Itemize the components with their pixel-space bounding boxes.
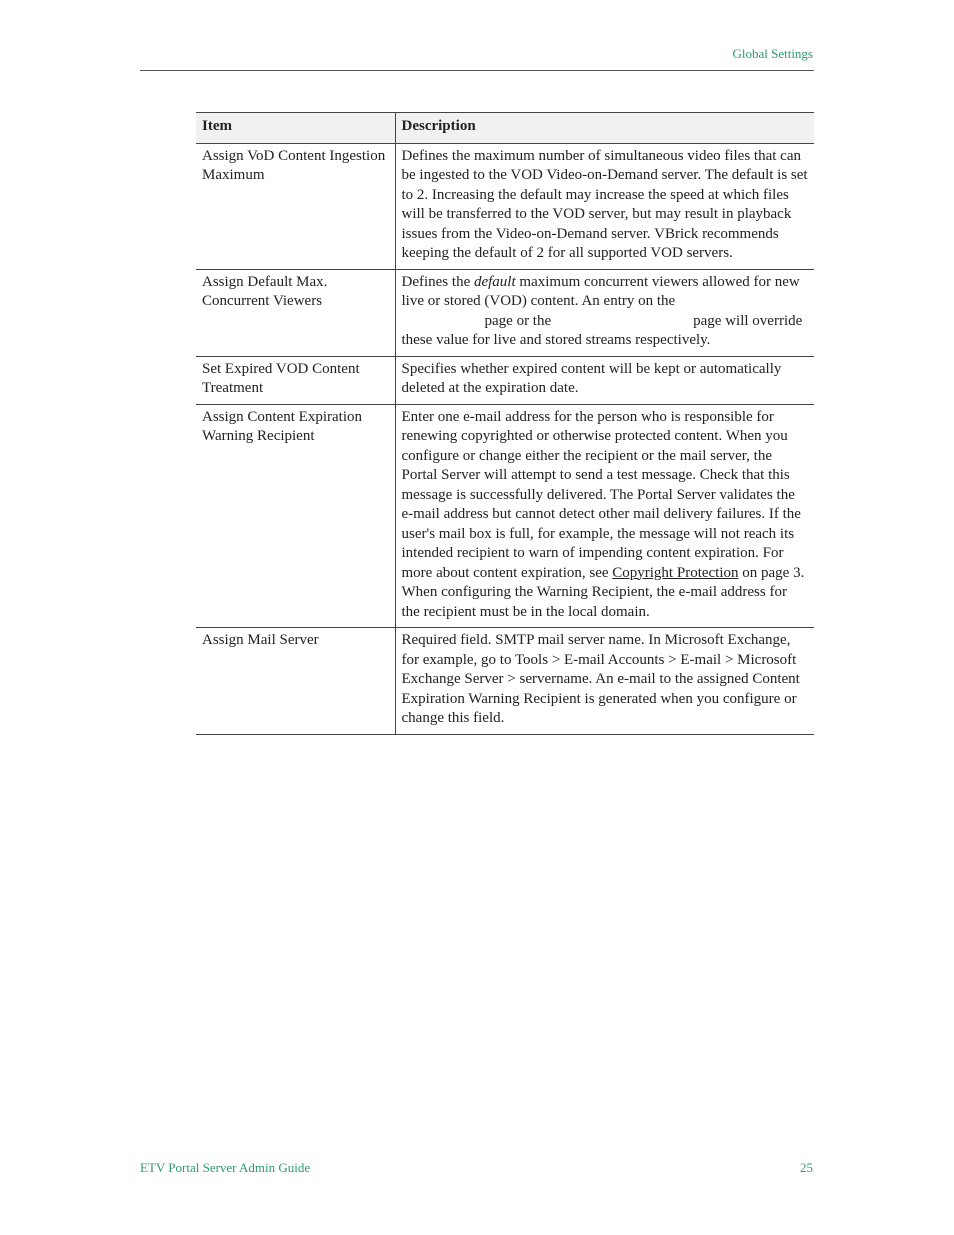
column-header-item: Item [196,113,395,144]
description-text: Defines the [401,273,474,290]
footer-page-number: 25 [800,1160,813,1175]
table-header-row [196,113,814,144]
description-emphasis: default [473,273,516,290]
table-row [196,404,814,628]
row-description: Specifies whether expired content will be kept or automatically deleted at the expiration date. [395,356,814,404]
row-item-label: Assign Default Max. Concurrent Viewers [196,269,395,356]
table-row [196,356,814,404]
description-text: on page 3. When configuring the Warning Recipient, the e-mail address for the recipient must be in the local domain. [401,564,805,620]
running-header: Global Settings [732,46,813,61]
row-item-label: Assign VoD Content Ingestion Maximum [196,143,395,269]
table-row [196,628,814,735]
row-description: Defines the maximum number of simultaneous video files that can be ingested to the VOD Video-on-Demand server. The default is set to 2. Increasing the default may increase the speed at which files will be transferred to the VOD server, but may result in playback issues from the Video-on-Demand server. VBrick recommends keeping the default of 2 for all supported VOD servers. [395,143,814,269]
row-item-label: Set Expired VOD Content Treatment [196,356,395,404]
description-text: maximum concurrent viewers allowed for new live or stored (VOD) content. An entry on the [401,273,800,309]
description-text: Enter one e-mail address for the person who is responsible for renewing copyrighted or otherwise protected content. When you configure or change either the recipient or the mail server, the Portal Server will attempt to send a test message. Check that this message is successfully delivered. The Portal Server validates the e-mail address but cannot detect other mail delivery failures. If the user's mail box is full, for example, the message will not reach its intended recipient to warn of impending content expiration. For more about content expiration, see [401,408,801,581]
copyright-protection-link[interactable]: Copyright Protection [612,564,739,581]
row-description [395,269,814,356]
description-text: page will override these value for live and stored streams respectively. [401,312,803,348]
settings-table [196,112,814,735]
row-description [395,404,814,628]
header-divider [140,70,814,71]
row-description: Required field. SMTP mail server name. In Microsoft Exchange, for example, go to Tools > E-mail Accounts > E-mail > Microsoft Exchange Server > servername. An e-mail to the assigned Content Expiration Warning Recipient is generated when you configure or change this field. [395,628,814,735]
row-item-label: Assign Content Expiration Warning Recipient [196,404,395,628]
table-row [196,269,814,356]
table-row [196,143,814,269]
footer-guide-title: ETV Portal Server Admin Guide [140,1160,311,1175]
column-header-description: Description [395,113,814,144]
row-item-label: Assign Mail Server [196,628,395,735]
description-text: page or the [484,312,552,329]
